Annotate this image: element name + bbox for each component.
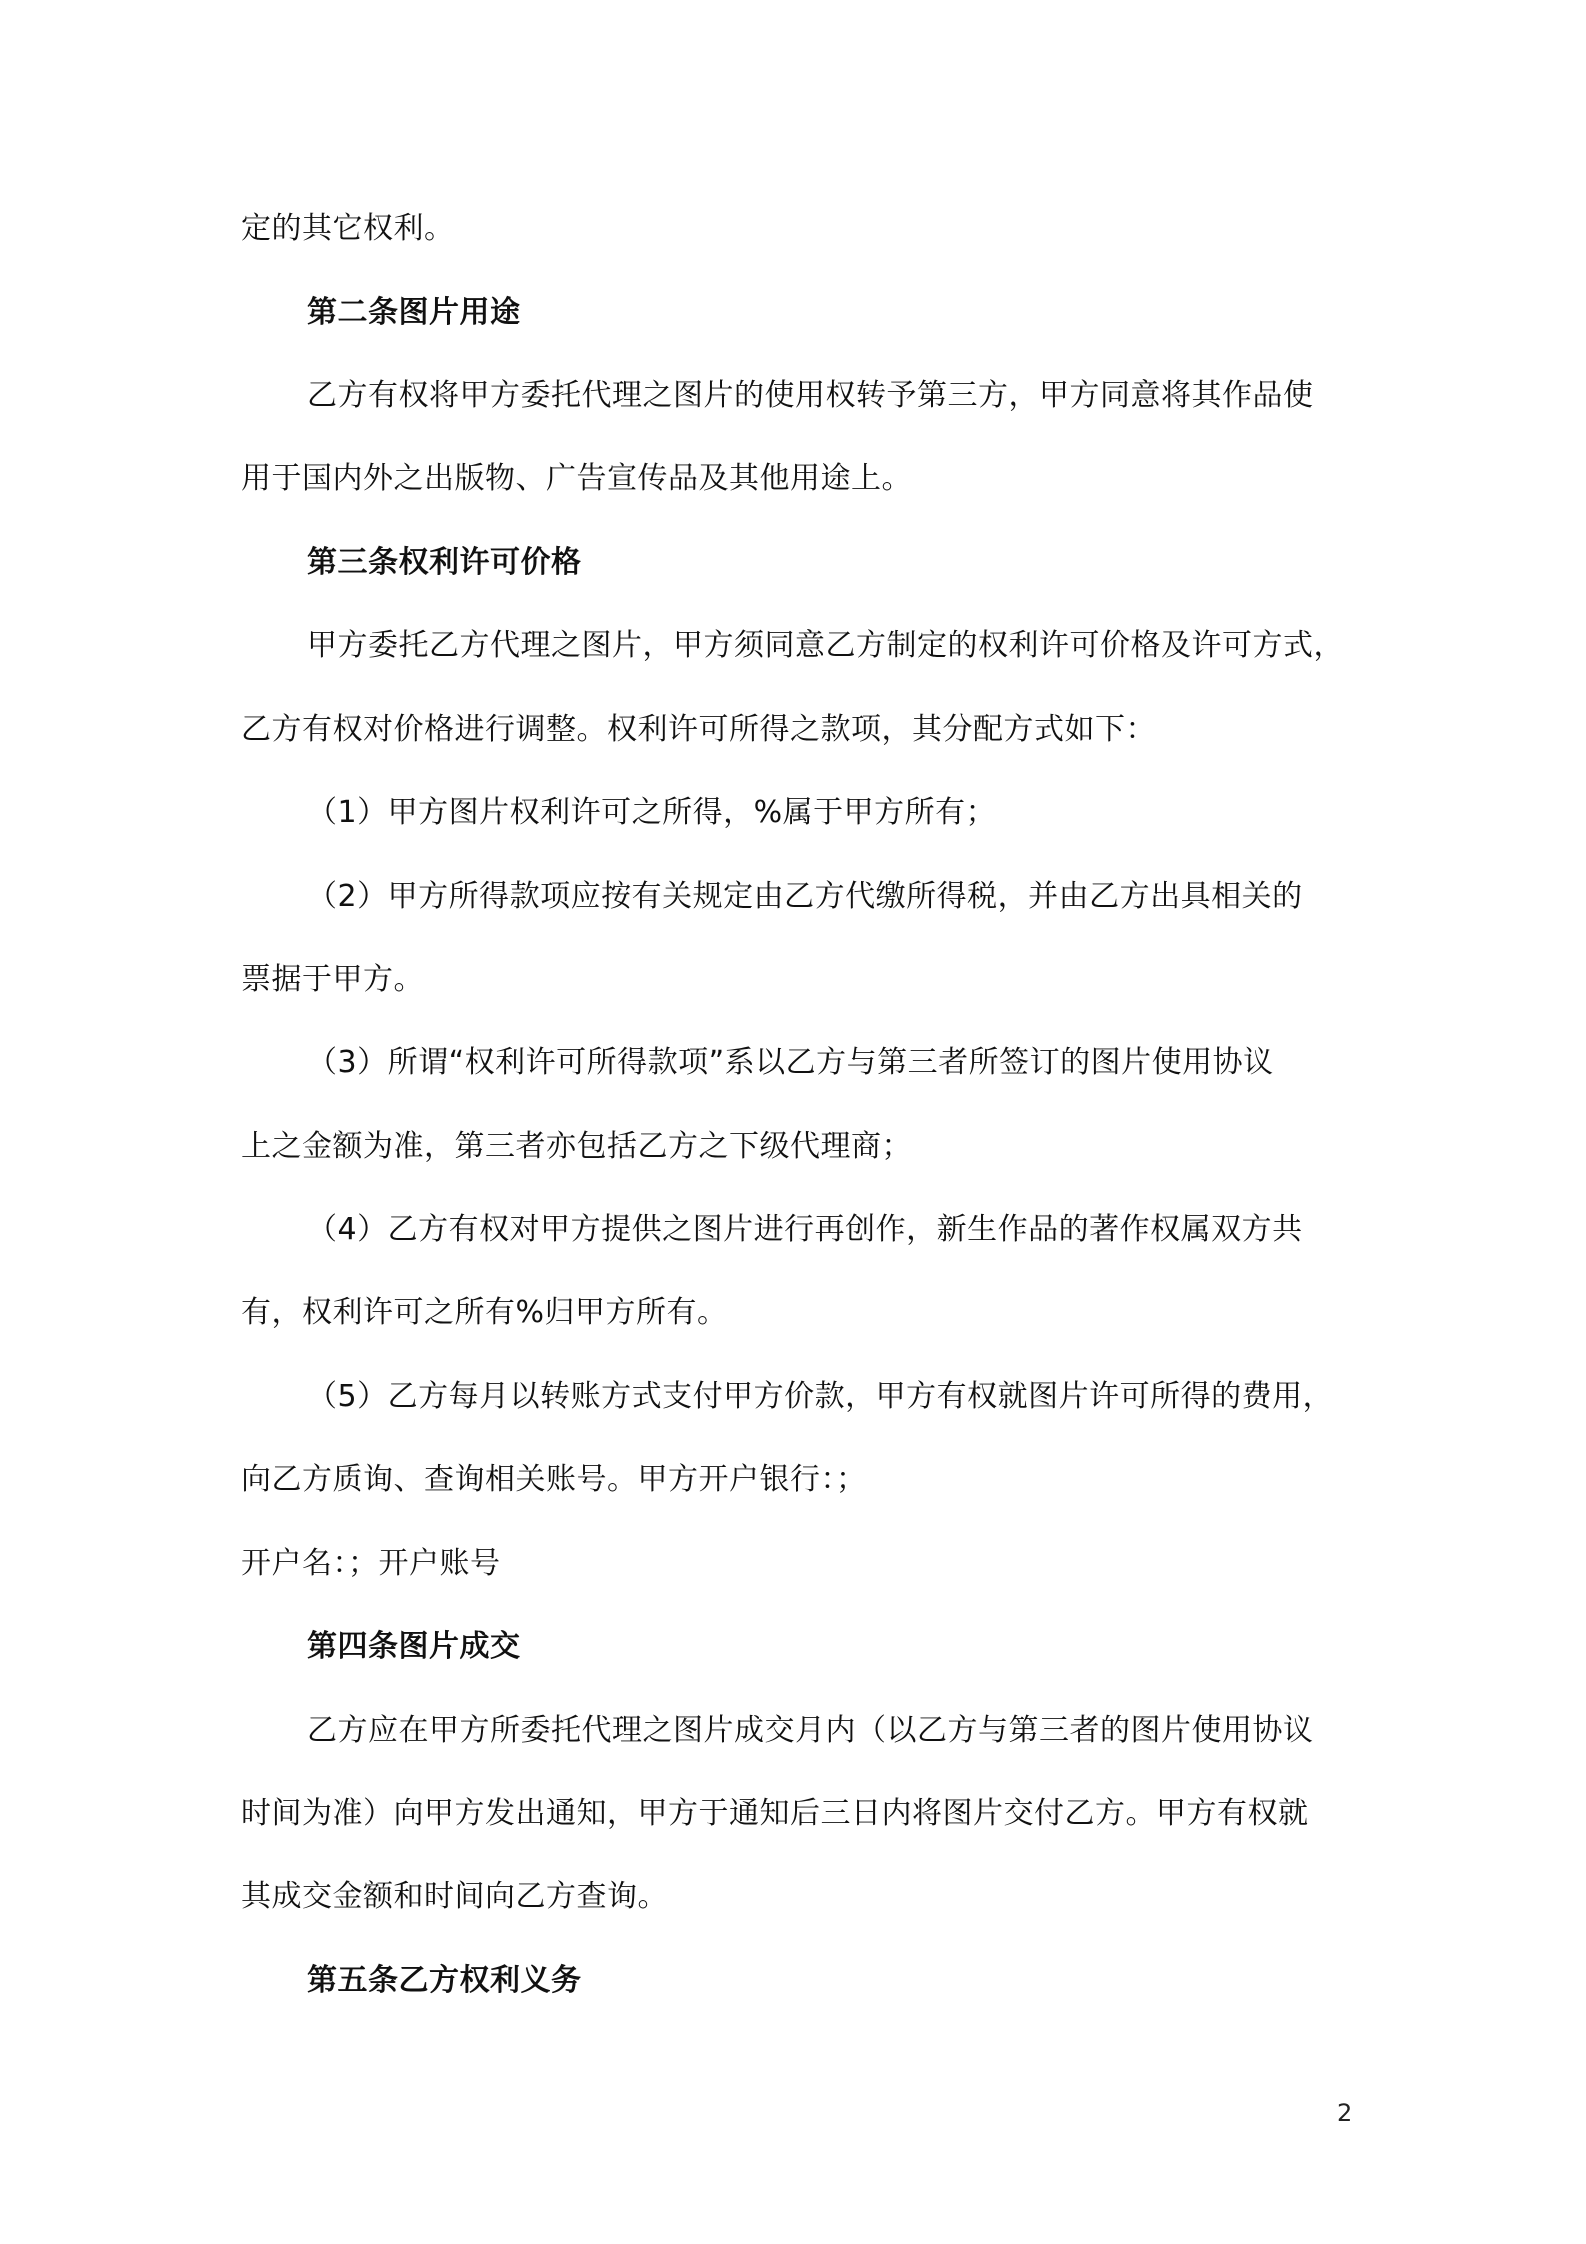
paragraph-line: 向乙方质询、查询相关账号。甲方开户银行：； <box>241 1462 867 1497</box>
paragraph-line: 时间为准）向甲方发出通知，甲方于通知后三日内将图片交付乙方。甲方有权就 <box>241 1796 1309 1831</box>
list-item: （1）甲方图片权利许可之所得，%属于甲方所有； <box>307 795 997 830</box>
paragraph-line: 有，权利许可之所有%归甲方所有。 <box>241 1295 728 1330</box>
paragraph-line: 用于国内外之出版物、广告宣传品及其他用途上。 <box>241 461 912 496</box>
paragraph-line: 定的其它权利。 <box>241 211 455 246</box>
section-heading-article-5: 第五条乙方权利义务 <box>307 1963 582 1998</box>
list-item: （3）所谓“权利许可所得款项”系以乙方与第三者所签订的图片使用协议 <box>307 1045 1274 1080</box>
section-heading-article-3: 第三条权利许可价格 <box>307 545 582 580</box>
paragraph-line: 乙方有权对价格进行调整。权利许可所得之款项，其分配方式如下： <box>241 712 1156 747</box>
list-item: （2）甲方所得款项应按有关规定由乙方代缴所得税，并由乙方出具相关的 <box>307 879 1303 914</box>
paragraph-line: 乙方应在甲方所委托代理之图片成交月内（以乙方与第三者的图片使用协议 <box>307 1713 1314 1748</box>
paragraph-line: 开户名：；开户账号 <box>241 1546 501 1581</box>
section-heading-article-4: 第四条图片成交 <box>307 1629 521 1664</box>
paragraph-line: 甲方委托乙方代理之图片，甲方须同意乙方制定的权利许可价格及许可方式， <box>307 628 1344 663</box>
paragraph-line: 票据于甲方。 <box>241 962 424 997</box>
page-number: 2 <box>1337 2099 1353 2127</box>
paragraph-line: 乙方有权将甲方委托代理之图片的使用权转予第三方，甲方同意将其作品使 <box>307 378 1314 413</box>
list-item: （5）乙方每月以转账方式支付甲方价款，甲方有权就图片许可所得的费用， <box>307 1379 1334 1414</box>
section-heading-article-2: 第二条图片用途 <box>307 295 521 330</box>
paragraph-line: 上之金额为准，第三者亦包括乙方之下级代理商； <box>241 1129 912 1164</box>
list-item: （4）乙方有权对甲方提供之图片进行再创作，新生作品的著作权属双方共 <box>307 1212 1303 1247</box>
paragraph-line: 其成交金额和时间向乙方查询。 <box>241 1879 668 1914</box>
